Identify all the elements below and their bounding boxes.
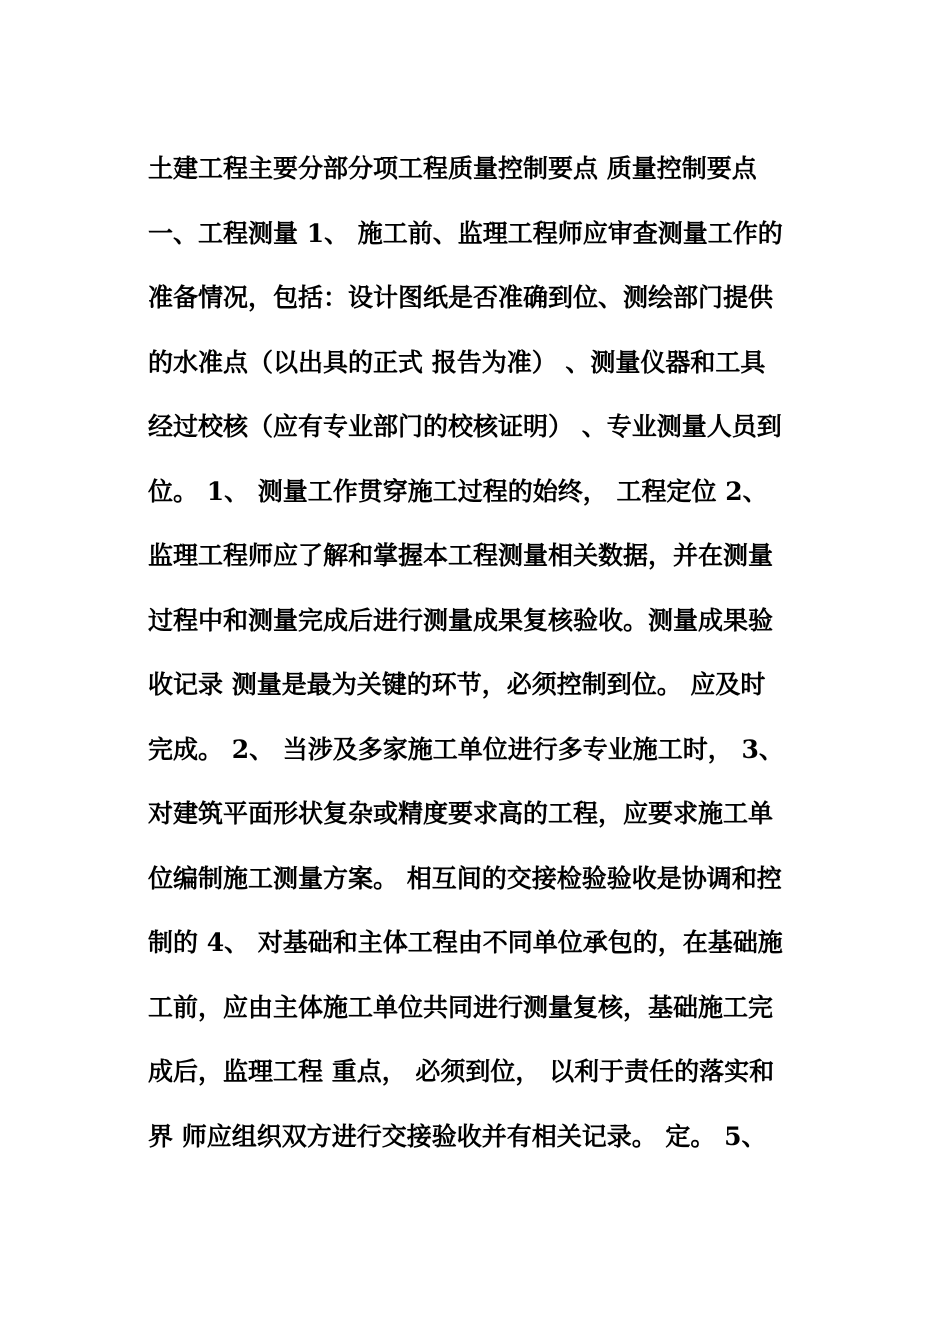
text-line-15: 成后，监理工程 重点， 必须到位， 以利于责任的落实和 bbox=[148, 1057, 775, 1086]
text-line-12: 位编制施工测量方案。 相互间的交接检验验收是协调和控 bbox=[148, 863, 782, 893]
text-line-3: 准备情况，包括：设计图纸是否准确到位、测绘部门提供 bbox=[148, 283, 774, 312]
text-line-6: 位。 1、 测量工作贯穿施工过程的始终， 工程定位 2、 bbox=[148, 476, 768, 506]
text-line-13: 制的 4、 对基础和主体工程由不同单位承包的，在基础施 bbox=[148, 928, 783, 957]
text-line-5: 经过校核（应有专业部门的校核证明） 、专业测量人员到 bbox=[148, 412, 782, 441]
text-line-4: 的水准点（以出具的正式 报告为准） 、测量仪器和工具 bbox=[148, 347, 766, 377]
document-body bbox=[148, 150, 808, 1182]
text-line-10: 完成。 2、 当涉及多家施工单位进行多专业施工时， 3、 bbox=[148, 734, 784, 764]
text-line-14: 工前，应由主体施工单位共同进行测量复核，基础施工完 bbox=[148, 992, 774, 1022]
text-line-9: 收记录 测量是最为关键的环节，必须控制到位。 应及时 bbox=[148, 670, 766, 699]
text-line-16: 界 师应组织双方进行交接验收并有相关记录。 定。 5、 bbox=[148, 1121, 767, 1151]
text-line-1: 土建工程主要分部分项工程质量控制要点 质量控制要点 bbox=[148, 154, 757, 183]
text-line-8: 过程中和测量完成后进行测量成果复核验收。测量成果验 bbox=[148, 605, 774, 635]
text-line-7: 监理工程师应了解和掌握本工程测量相关数据，并在测量 bbox=[148, 541, 774, 570]
text-line-2: 一、工程测量 1、 施工前、监理工程师应审查测量工作的 bbox=[148, 218, 783, 248]
text-line-11: 对建筑平面形状复杂或精度要求高的工程，应要求施工单 bbox=[148, 799, 774, 828]
